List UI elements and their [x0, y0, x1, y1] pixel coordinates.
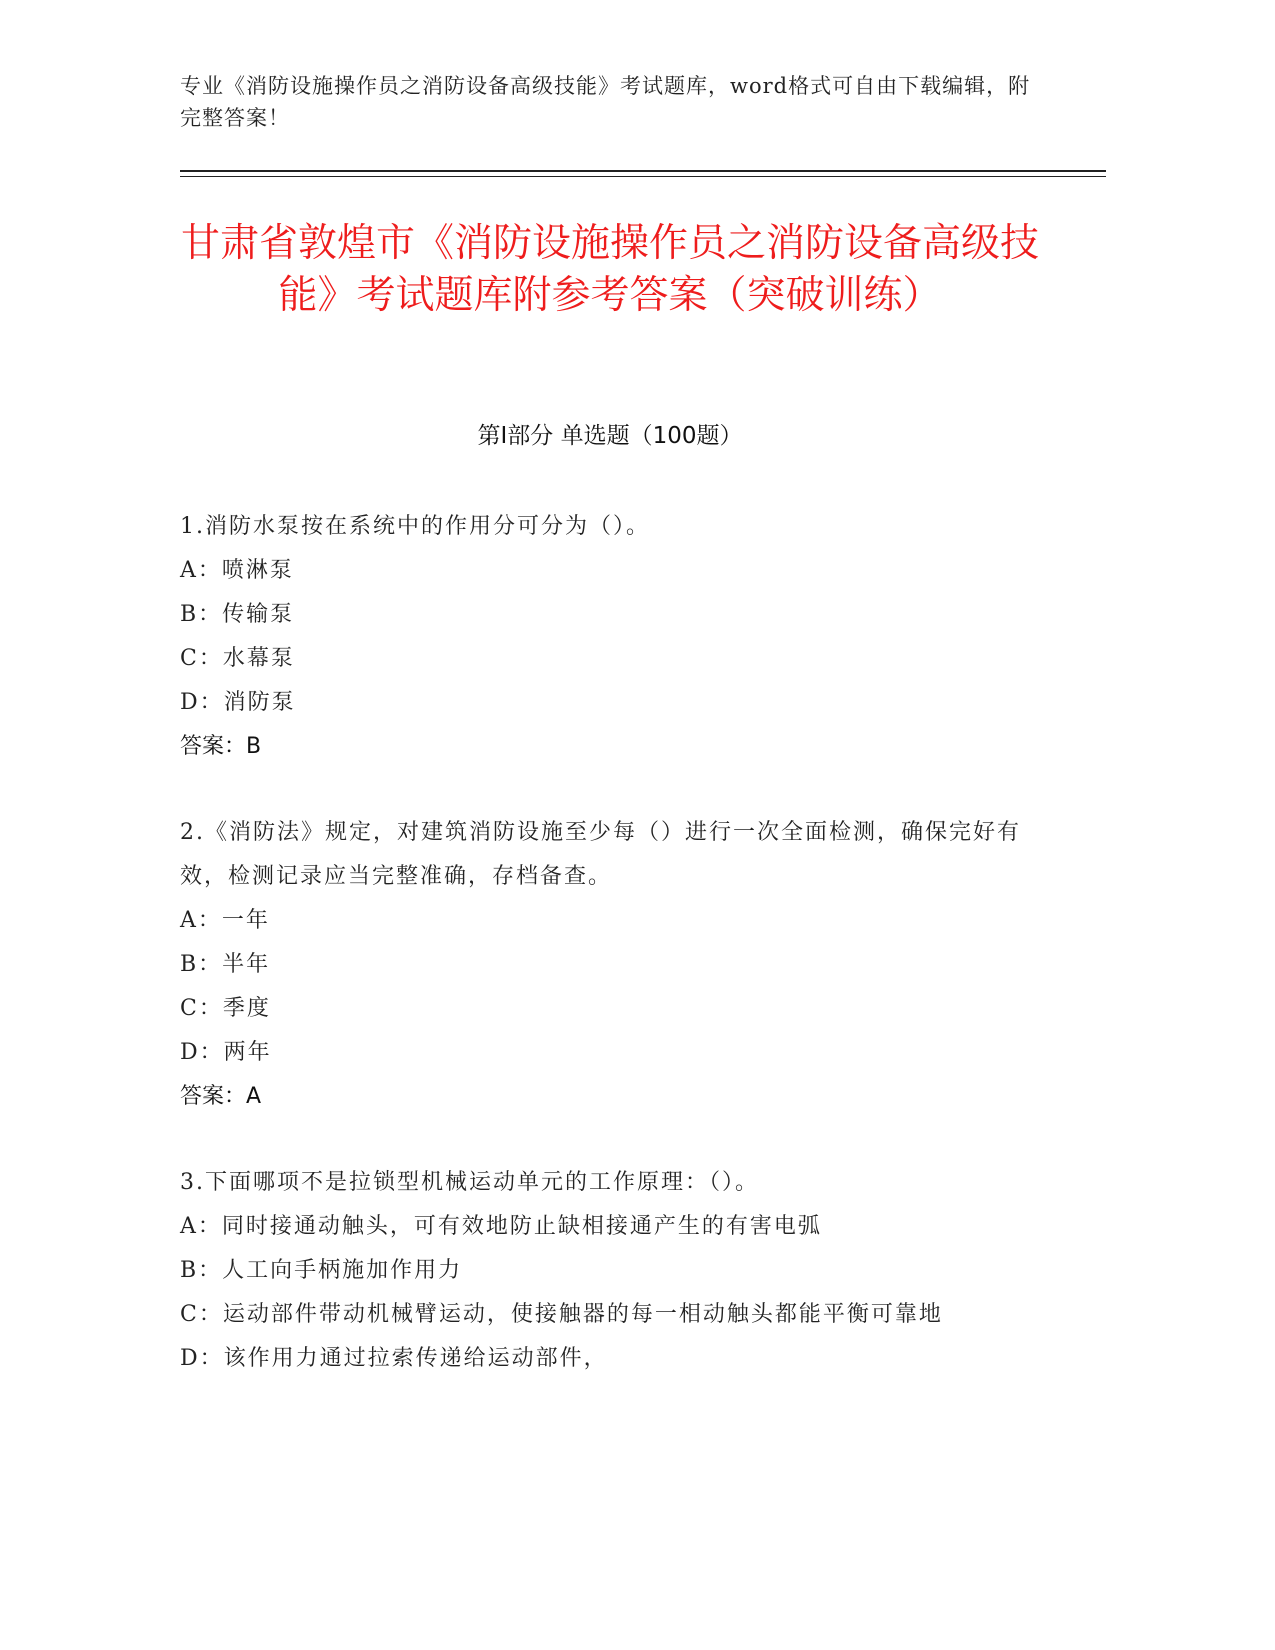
answer-label: 答案：: [180, 734, 247, 759]
option-b: B：人工向手柄施加作用力: [180, 1258, 463, 1283]
option-b: B：传输泵: [180, 602, 295, 627]
question-3: [180, 1161, 1040, 1381]
header-divider-thick: [180, 170, 1106, 172]
header-divider-thin: [180, 176, 1106, 177]
question-stem: 2.《消防法》规定，对建筑消防设施至少每（）进行一次全面检测，确保完好有效，检测记录应当完整准确，存档备查。: [180, 820, 1021, 889]
question-stem: 1.消防水泵按在系统中的作用分可分为（）。: [180, 514, 650, 539]
option-c: C：季度: [180, 996, 271, 1021]
question-2: [180, 811, 1040, 1119]
option-a: A：一年: [180, 908, 270, 933]
answer-label: 答案：: [180, 1084, 247, 1109]
option-b: B：半年: [180, 952, 271, 977]
option-c: C：运动部件带动机械臂运动，使接触器的每一相动触头都能平衡可靠地: [180, 1302, 943, 1327]
question-list: [180, 505, 1040, 1423]
answer-line: [180, 1075, 1040, 1119]
answer-value: A: [246, 1084, 262, 1109]
answer-value: B: [246, 734, 262, 759]
answer-line: [180, 725, 1040, 769]
option-d: D：该作用力通过拉索传递给运动部件，: [180, 1346, 608, 1371]
question-stem: 3.下面哪项不是拉锁型机械运动单元的工作原理：（）。: [180, 1170, 759, 1195]
header-note: 专业《消防设施操作员之消防设备高级技能》考试题库，word格式可自由下载编辑，附完整答案！: [180, 74, 1031, 130]
option-a: A：同时接通动触头，可有效地防止缺相接通产生的有害电弧: [180, 1214, 822, 1239]
option-a: A：喷淋泵: [180, 558, 294, 583]
option-d: D：消防泵: [180, 690, 296, 715]
question-1: [180, 505, 1040, 769]
option-c: C：水幕泵: [180, 646, 295, 671]
section-title: 第Ⅰ部分 单选题（100题）: [477, 423, 743, 449]
option-d: D：两年: [180, 1040, 272, 1065]
document-title: 甘肃省敦煌市《消防设施操作员之消防设备高级技能》考试题库附参考答案（突破训练）: [180, 221, 1039, 318]
